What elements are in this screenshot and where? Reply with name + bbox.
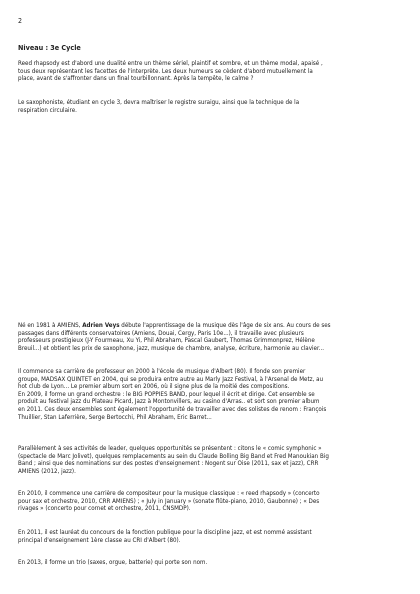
- text-line: En 2013, il forme un trio (saxes, orgue, batterie) qui porte son nom.: [18, 559, 208, 566]
- text-line: En 2011, il est lauréat du concours de la fonction publique pour la discipline jazz, et est nommé assistant: [18, 529, 312, 536]
- bio-intro-text-cont: débute l'apprentissage de la musique dès l'âge de six ans. Au cours de ses: [119, 322, 331, 329]
- page-number: 2: [18, 17, 23, 25]
- text-line: tous deux représentant les facettes de l'interprète. Les deux humeurs se cèdent d'abord mutuellement la: [18, 67, 313, 75]
- text-line: passages dans différents conservatoires (Amiens, Douai, Cergy, Paris 10e...), il travaille avec plusieurs: [18, 329, 304, 337]
- text-line: [18, 322, 420, 330]
- text-line: place, avant de s'affronter dans un final tourbillonnant. Après la tempête, le calme ?: [18, 75, 254, 83]
- bio-paragraph-4: [18, 490, 420, 513]
- text-line: AMIENS (2012, jazz).: [18, 467, 76, 475]
- text-line: principal d'enseignement 1ère classe au CRI d'Albert (80).: [18, 536, 181, 544]
- text-line: pour sax et orchestre, 2010, CRR AMIENS) ; « July in January » (sonate flûte-piano, 2010, Gaubonne) ; « Des: [18, 497, 320, 505]
- text-line: (spectacle de Marc Jolivet), quelques remplacements au sein du Claude Bolling Big Band et Fred Manoukian Big: [18, 452, 329, 460]
- text-line: professeurs prestigieux (J-Y Fourmeau, Xu Yi, Phil Abraham, Pascal Gaubert, Thomas Grimmonprez, Hélène: [18, 337, 315, 345]
- text-line: Le saxophoniste, étudiant en cycle 3, devra maîtriser le registre suraigu, ainsi que la technique de la: [18, 99, 300, 106]
- text-line: Il commence sa carrière de professeur en 2000 à l'école de musique d'Albert (80). Il fonde son premier: [18, 368, 306, 375]
- text-line: Thuillier, Stan Laferrière, Serge Bertocchi, Phil Abraham, Eric Barret...: [18, 413, 212, 421]
- text-line: Parallèlement à ses activités de leader, quelques opportunités se présentent : citons le « comic symphonic »: [18, 445, 322, 452]
- text-line: respiration circulaire.: [18, 106, 77, 114]
- composer-name: Adrien Veys: [82, 322, 120, 329]
- text-line: En 2010, il commence une carrière de compositeur pour la musique classique : « reed rhapsody » (concerto: [18, 490, 320, 497]
- text-line: Band ; ainsi que des nominations sur des postes d'enseignement : Nogent sur Oise (2011, sax et jazz), CRR: [18, 460, 319, 468]
- intro-paragraph-2: [18, 99, 420, 114]
- bio-paragraph-2: [18, 368, 420, 421]
- text-line: produit au festival jazz du Plateau Picard, Jazz à Montonvillers, au casino d'Arras.. et sort son premier album: [18, 398, 320, 406]
- bio-paragraph-3: [18, 445, 420, 475]
- bio-paragraph-6: [18, 559, 420, 567]
- text-line: Reed rhapsody est d'abord une dualité entre un thème sériel, plaintif et sombre, et un thème modal, apaisé ,: [18, 60, 323, 67]
- text-line: Breuil...) et obtient les prix de saxophone, jazz, musique de chambre, analyse, écriture, harmonie au clavier...: [18, 344, 324, 352]
- bio-paragraph-5: [18, 529, 420, 544]
- bio-intro-text: Né en 1981 à AMIENS,: [18, 322, 83, 329]
- intro-paragraph-1: [18, 60, 420, 83]
- text-line: hot club de Lyon... Le premier album sort en 2006, où il signe plus de la moitié des compositions.: [18, 383, 290, 391]
- text-line: groupe, MADSAX QUINTET en 2004, qui se produira entre autre au Marly Jazz Festival, à l'Arsenal de Metz, au: [18, 375, 324, 383]
- text-line: rivages » (concerto pour cornet et orchestre, 2011, CNSMDP).: [18, 505, 191, 513]
- text-line: en 2011. Ces deux ensembles sont également l'opportunité de travailler avec des solistes de renom : François: [18, 405, 327, 413]
- level-heading: Niveau : 3e Cycle: [18, 43, 81, 52]
- text-line: En 2009, il forme un grand orchestre : le BIG POPPIES BAND, pour lequel il écrit et dirige. Cet ensemble se: [18, 390, 315, 398]
- bio-paragraph-1: [18, 322, 420, 352]
